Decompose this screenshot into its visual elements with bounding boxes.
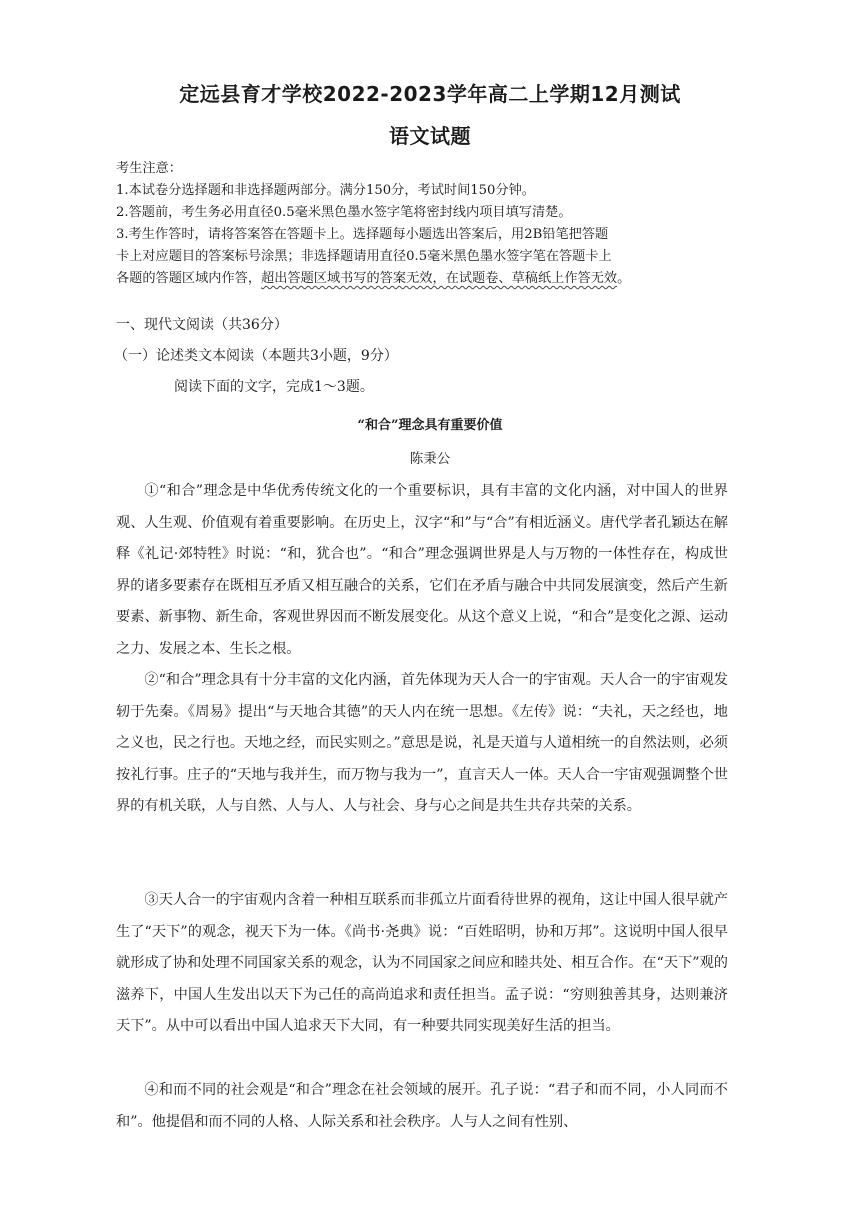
notice-emphasis: 超出答题区域书写的答案无效，在试题卷、草稿纸上作答无效 — [261, 271, 618, 286]
article-paragraph-4: ④和而不同的社会观是“和合”理念在社会领域的展开。孔子说：“君子和而不同，小人同而不和”。他提倡和而不同的人格、人际关系和社会秩序。人与人之间有性别、 — [116, 1082, 728, 1130]
exam-title: 定远县育才学校2022-2023学年高二上学期12月测试 — [179, 82, 681, 106]
reading-instruction: 阅读下面的文字，完成1～3题。 — [174, 379, 374, 395]
notice-heading: 考生注意： — [116, 161, 182, 176]
article-paragraph-3: ③天人合一的宇宙观内含着一种相互联系而非孤立片面看待世界的视角，这让中国人很早就产生了“天下”的观念，视天下为一体。《尚书·尧典》说：“百姓昭明，协和万邦”。这说明中国人很早就形成了协和处理不同国家关系的观念，认为不同国家之间应和睦共处、相互合作。在“天下”观的滋养下，中国人生发出以天下为己任的高尚追求和责任担当。孟子说：“穷则独善其身，达则兼济天下”。从中可以看出中国人追求天下大同，有一种要共同实现美好生活的担当。 — [116, 892, 728, 1034]
notice-item-3-line-2: 卡上对应题目的答案标号涂黑；非选择题请用直径0.5毫米黑色墨水签字笔在答题卡上 — [116, 249, 612, 264]
notice-item-1: 1.本试卷分选择题和非选择题两部分。满分150分，考试时间150分钟。 — [116, 183, 535, 198]
article-title: “和合”理念具有重要价值 — [357, 418, 503, 433]
article-paragraph-1: ①“和合”理念是中华优秀传统文化的一个重要标识，具有丰富的文化内涵，对中国人的世界观、人生观、价值观有着重要影响。在历史上，汉字“和”与“合”有相近涵义。唐代学者孔颖达在解释《礼记·郊特牲》时说：“和，犹合也”。“和合”理念强调世界是人与万物的一体性存在，构成世界的诸多要素存在既相互矛盾又相互融合的关系，它们在矛盾与融合中共同发展演变，然后产生新要素、新事物、新生命，客观世界因而不断发展变化。从这个意义上说，“和合”是变化之源、运动之力、发展之本、生长之根。 — [116, 483, 728, 657]
notice-period: 。 — [617, 271, 631, 286]
candidate-notice — [116, 158, 726, 290]
subsection-heading: （一）论述类文本阅读（本题共3小题，9分） — [114, 348, 398, 364]
article-author: 陈秉公 — [409, 451, 451, 467]
section-heading: 一、现代文阅读（共36分） — [116, 317, 288, 333]
notice-item-3-text: 各题的答题区域内作答， — [116, 271, 262, 286]
article-paragraph-2: ②“和合”理念具有十分丰富的文化内涵，首先体现为天人合一的宇宙观。天人合一的宇宙观发轫于先秦。《周易》提出“与天地合其德”的天人内在统一思想。《左传》说：“夫礼，天之经也，地之义也，民之行也。天地之经，而民实则之。”意思是说，礼是天道与人道相统一的自然法则，必须按礼行事。庄子的“天地与我并生，而万物与我为一”，直言天人一体。天人合一宇宙观强调整个世界的有机关联，人与自然、人与人、人与社会、身与心之间是共生共存共荣的关系。 — [116, 672, 728, 814]
exam-subject-title: 语文试题 — [389, 124, 471, 148]
notice-item-2: 2.答题前，考生务必用直径0.5毫米黑色墨水签字笔将密封线内项目填写清楚。 — [116, 205, 572, 220]
notice-item-3-line-1: 3.考生作答时，请将答案答在答题卡上。选择题每小题选出答案后，用2B铅笔把答题 — [116, 227, 609, 242]
notice-item-3-line-3 — [116, 268, 726, 290]
